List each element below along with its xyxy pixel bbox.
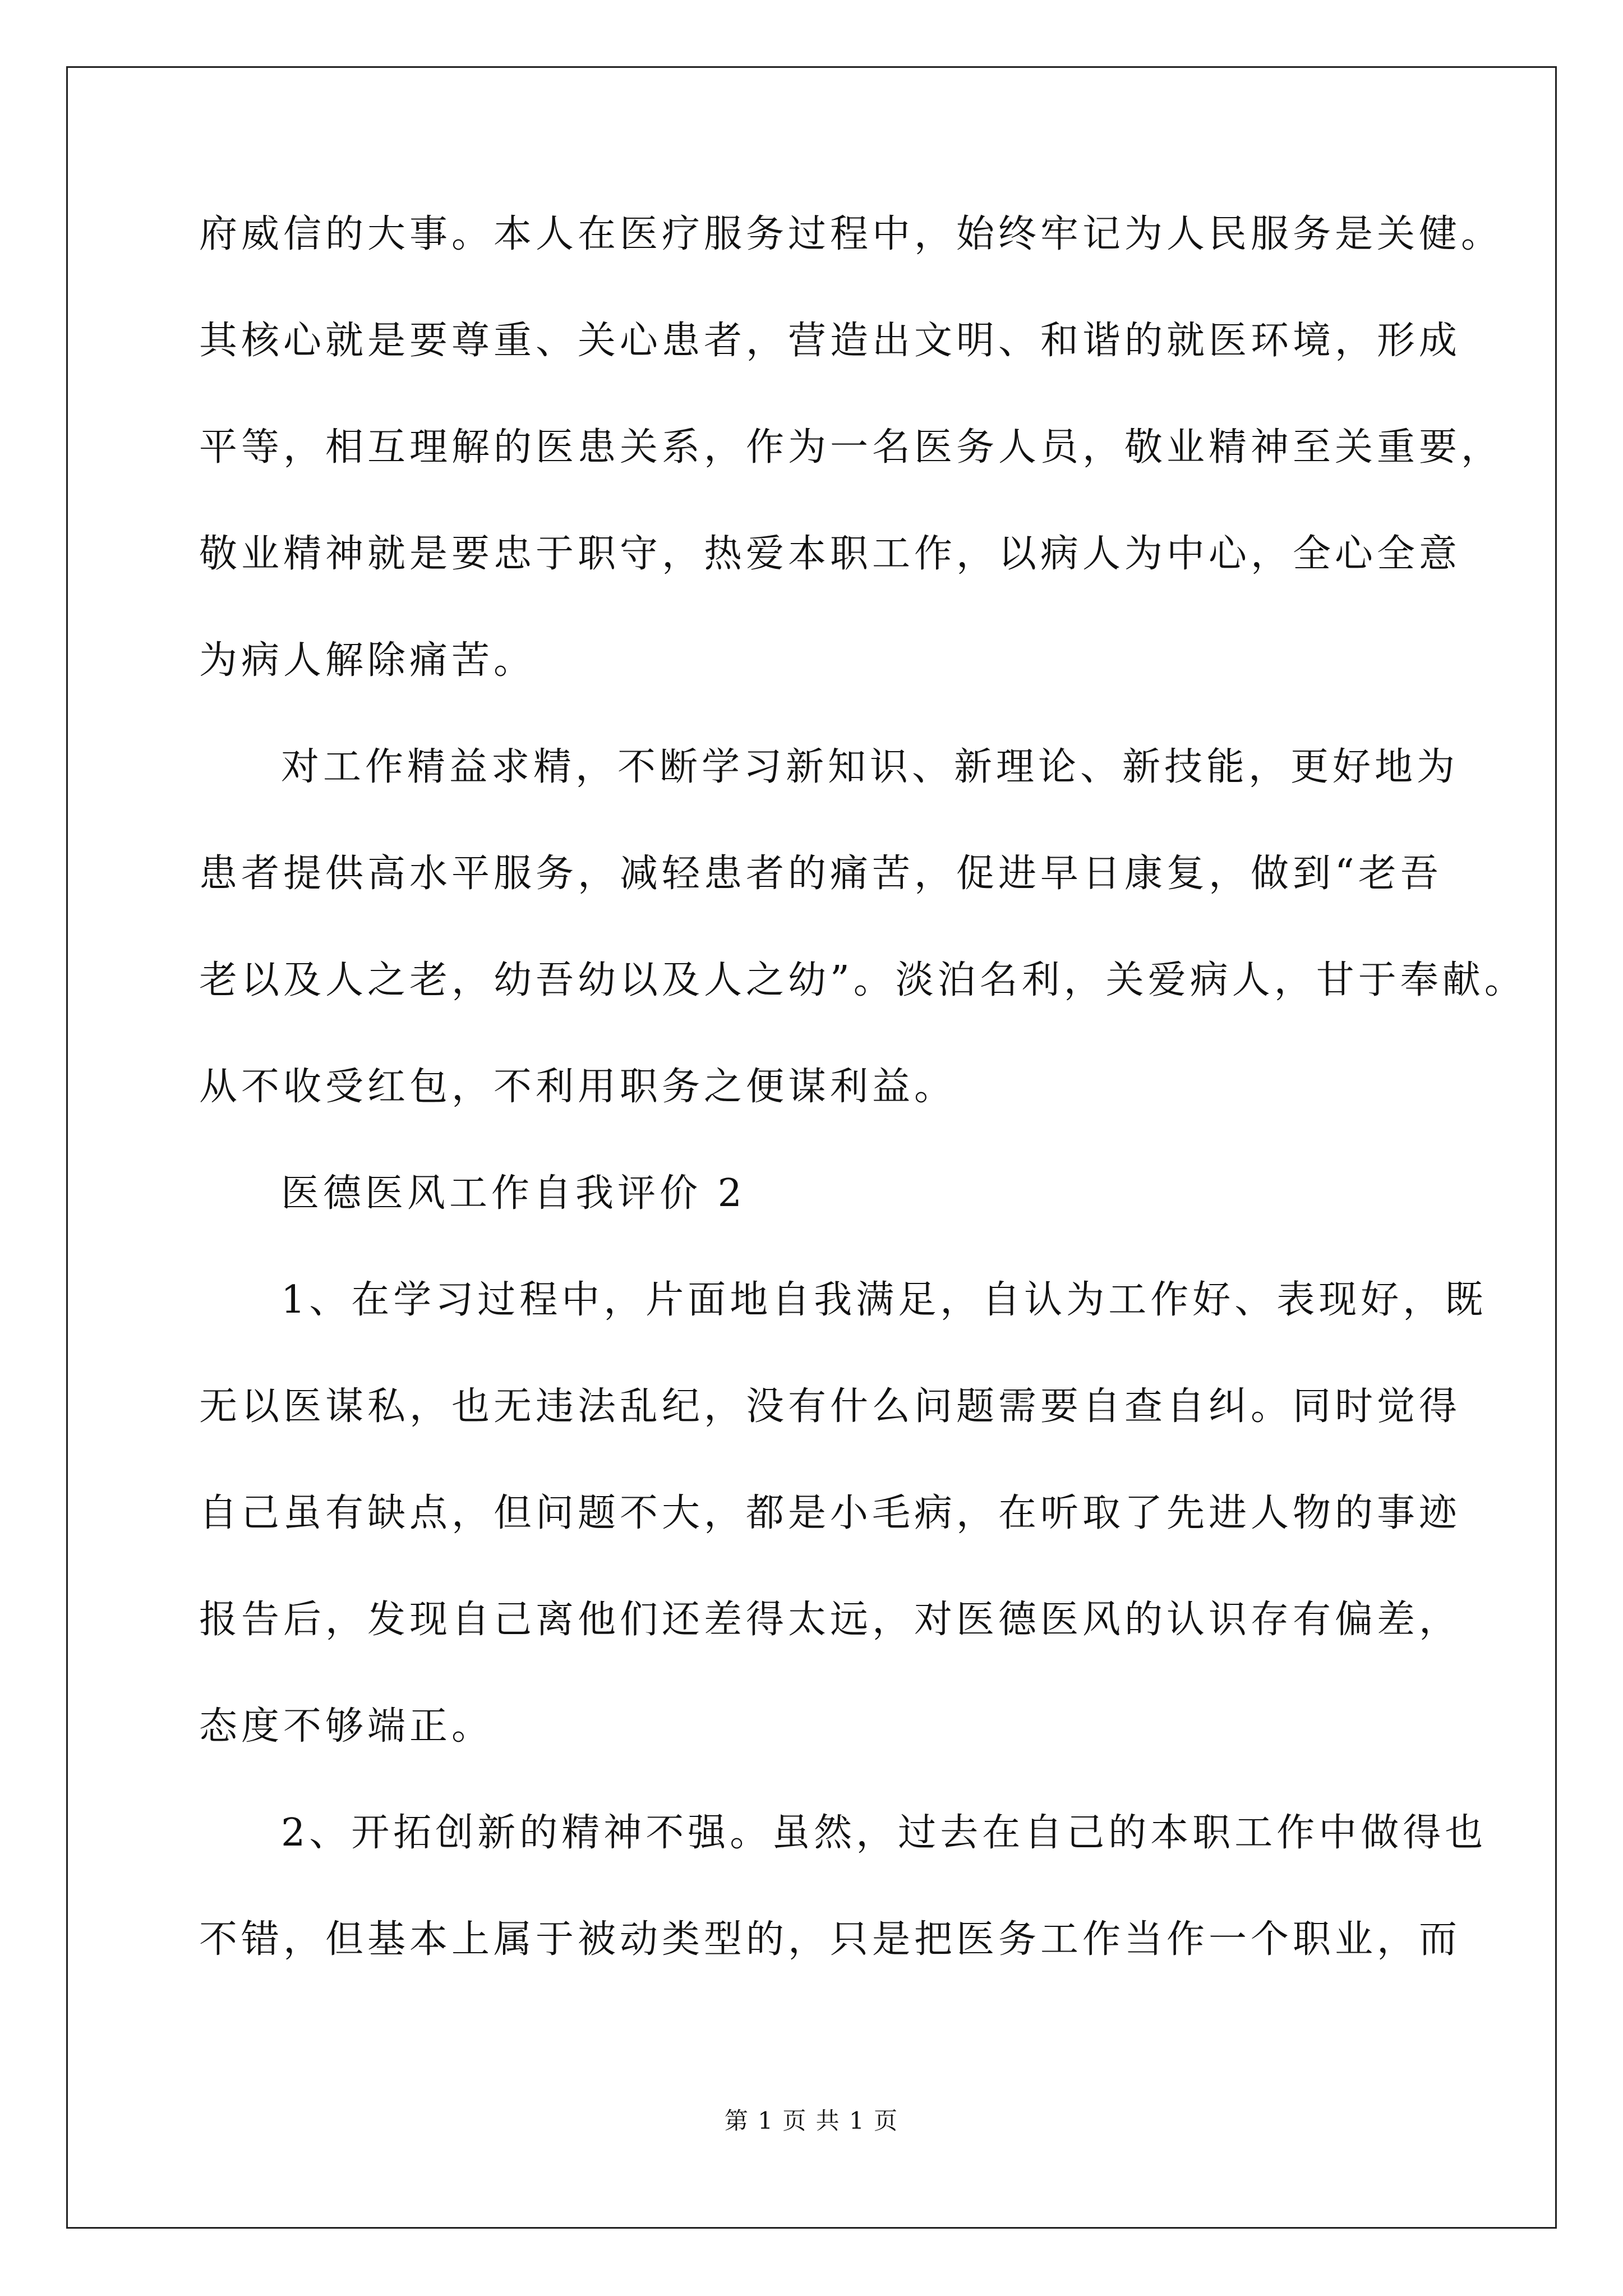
text-line-12: 无以医谋私，也无违法乱纪，没有什么问题需要自查自纠。同时觉得 xyxy=(199,1384,1461,1429)
document-body xyxy=(199,212,1527,2025)
text-line-14: 报告后，发现自己离他们还差得太远，对医德医风的认识存有偏差， xyxy=(199,1598,1461,1642)
text-line-7: 患者提供高水平服务，减轻患者的痛苦，促进早日康复，做到“老吾 xyxy=(199,852,1442,896)
text-line-11: 1、在学习过程中，片面地自我满足，自认为工作好、表现好，既 xyxy=(281,1278,1487,1322)
section-heading: 医德医风工作自我评价 2 xyxy=(281,1171,746,1216)
text-line-4: 敬业精神就是要忠于职守，热爱本职工作，以病人为中心，全心全意 xyxy=(199,532,1461,576)
text-line-6: 对工作精益求精，不断学习新知识、新理论、新技能，更好地为 xyxy=(281,745,1459,789)
text-line-13: 自己虽有缺点，但问题不大，都是小毛病，在听取了先进人物的事迹 xyxy=(199,1491,1461,1535)
text-line-9: 从不收受红包，不利用职务之便谋利益。 xyxy=(199,1065,957,1109)
text-line-16: 2、开拓创新的精神不强。虽然，过去在自己的本职工作中做得也 xyxy=(281,1811,1487,1855)
page-footer: 第 1 页 共 1 页 xyxy=(724,2107,899,2134)
text-line-2: 其核心就是要尊重、关心患者，营造出文明、和谐的就医环境，形成 xyxy=(199,319,1461,363)
text-line-17: 不错，但基本上属于被动类型的，只是把医务工作当作一个职业，而 xyxy=(199,1917,1461,1962)
text-line-3: 平等，相互理解的医患关系，作为一名医务人员，敬业精神至关重要， xyxy=(199,425,1504,470)
text-line-8: 老以及人之老，幼吾幼以及人之幼”。淡泊名利，关爱病人，甘于奉献。 xyxy=(199,958,1527,1002)
text-line-1: 府威信的大事。本人在医疗服务过程中，始终牢记为人民服务是关健。 xyxy=(199,212,1504,256)
text-line-5: 为病人解除痛苦。 xyxy=(199,638,536,683)
text-line-15: 态度不够端正。 xyxy=(199,1704,494,1749)
